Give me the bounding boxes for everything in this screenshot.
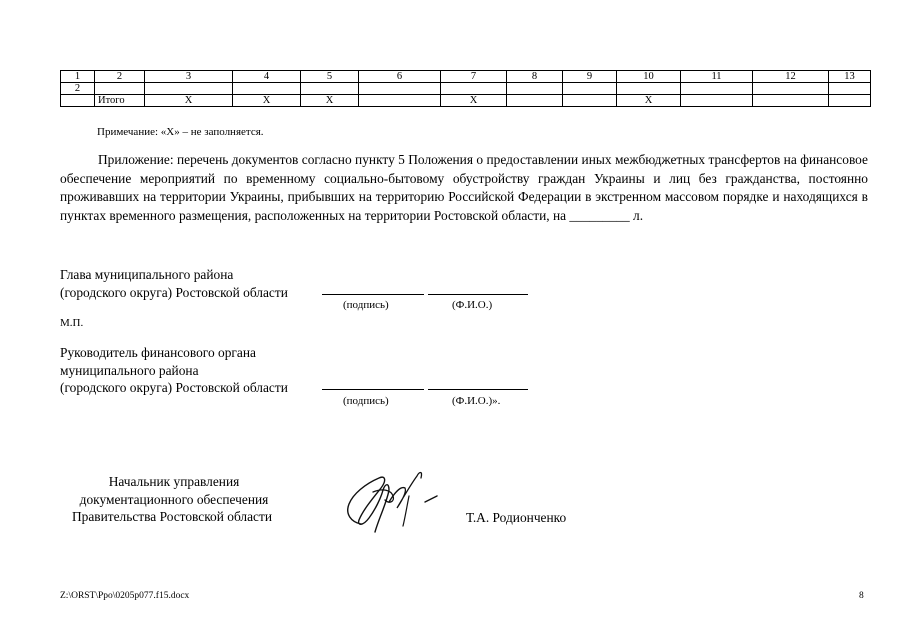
finance-sign-line [322,389,424,390]
appendix-line: и лиц без гражданства, постоянно проживавших на территории Украины, прибывших на территорию Российской [60,170,868,204]
finance-caption-name: (Ф.И.О.)». [452,395,501,407]
table-header-row [61,71,871,83]
appendix-line: Федерации в экстренном массовом порядке и находящихся в пунктах временного размещения, расположенных на [60,189,868,223]
head-title-line1: Глава муниципального района [60,267,234,282]
chief-line3: Правительства Ростовской области [71,509,273,524]
table-cell [563,83,617,95]
table-cell: X [441,95,507,107]
table-cell: X [617,95,681,107]
table-cell: 6 [359,71,441,83]
table-cell: 8 [507,71,563,83]
chief-line1: Начальник управления [108,474,240,489]
table-cell [145,83,233,95]
table-cell: 11 [681,71,753,83]
table-cell [753,95,829,107]
chief-name: Т.А. Родионченко [466,510,567,525]
table-cell: 2 [95,71,145,83]
table-cell [681,83,753,95]
finance-title-line1: Руководитель финансового органа [60,345,256,360]
chief-title-block [64,473,284,526]
table-cell [359,83,441,95]
table-cell: X [301,95,359,107]
table-cell: 7 [441,71,507,83]
finance-title-line2: муниципального района [60,362,199,378]
finance-title-line3: (городского округа) Ростовской области [60,380,288,395]
table-cell: X [145,95,233,107]
head-signature-block [60,266,288,301]
handwritten-signature [333,462,445,542]
table-cell [95,83,145,95]
table-total-row [61,95,871,107]
table-cell: Итого [95,95,145,107]
head-title-line2: (городского округа) Ростовской области [60,284,288,300]
table-cell: 10 [617,71,681,83]
head-name-line [428,294,528,295]
table-cell [507,95,563,107]
table-cell: 2 [61,83,95,95]
table-body [61,71,871,107]
appendix-line: Приложение: перечень документов согласно пункту 5 Положения о предоставлении иных межбюджетных [98,152,706,167]
table-cell: 1 [61,71,95,83]
note-text: Примечание: «Х» – не заполняется. [97,126,264,138]
table-cell [753,83,829,95]
table-cell [563,95,617,107]
table-cell [681,95,753,107]
table-cell [301,83,359,95]
chief-line2: документационного обеспечения [79,491,269,507]
report-table [60,70,871,107]
page-number: 8 [859,591,864,601]
table-cell [61,95,95,107]
table-cell [829,83,871,95]
table-cell: 5 [301,71,359,83]
table-cell [507,83,563,95]
finance-caption-sign: (подпись) [343,395,389,407]
table-cell: X [233,95,301,107]
stamp-place: М.П. [60,317,84,329]
table-cell: 13 [829,71,871,83]
table-cell [441,83,507,95]
appendix-line: территории Ростовской области, на _________ л. [364,207,644,223]
finance-signature-block [60,344,288,397]
finance-name-line [428,389,528,390]
head-caption-name: (Ф.И.О.) [452,299,493,311]
table-cell [359,95,441,107]
appendix-paragraph [60,151,868,225]
table-row [61,83,871,95]
table-cell: 9 [563,71,617,83]
head-sign-line [322,294,424,295]
file-path: Z:\ORST\Ppo\0205p077.f15.docx [60,591,190,601]
table-cell: 12 [753,71,829,83]
table-cell: 4 [233,71,301,83]
head-caption-sign: (подпись) [343,299,389,311]
appendix-line: трансфертов на финансовое обеспечение мероприятий по временному социально-бытовому обустройству граждан Украины [60,152,868,186]
table-cell [617,83,681,95]
table-cell [829,95,871,107]
table-cell [233,83,301,95]
table-cell: 3 [145,71,233,83]
